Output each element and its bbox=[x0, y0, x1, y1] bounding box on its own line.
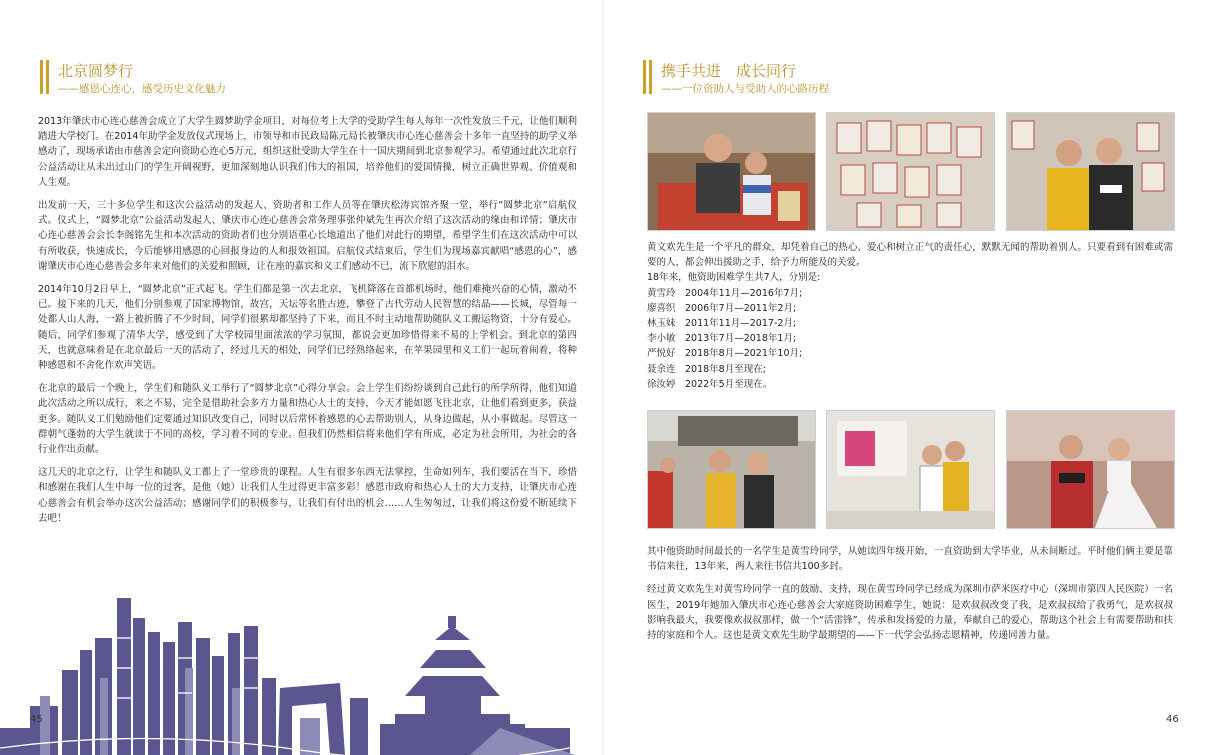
right-page bbox=[605, 0, 1209, 755]
right-article-body bbox=[647, 544, 1173, 651]
page-number: 46 bbox=[1166, 714, 1179, 725]
student-list-item: 李小敏 2013年7月—2018年1月; bbox=[647, 333, 797, 345]
photo-wall-of-certificates bbox=[826, 112, 995, 231]
left-section-title: 北京圆梦行 bbox=[58, 62, 134, 80]
student-list-item: 黄雪玲 2004年11月—2016年7月; bbox=[647, 287, 803, 299]
heading-accent-bar bbox=[643, 60, 646, 94]
photo-event-stage bbox=[826, 410, 995, 529]
student-list-item: 林玉妹 2011年11月—2017-2月; bbox=[647, 318, 797, 330]
article-paragraph: 2014年10月2日早上，“圆梦北京”正式起飞。学生们都是第一次去北京，飞机降落在首都机场时，他们难掩兴奋的心情，激动不已。接下来的几天，他们分别参观了国家博物馆，故宫，天坛等名胜古迹，攀登了古代劳动人民智慧的结晶——长城，尽管每一处都人山人海，一路上被折腾了不少时间，同学们很累却都坚持了下来，而且不时主动地帮助随队义工搬运物资，十分有爱心。随后，同学们参观了清华大学，感受到了大学校园里面浓浓的学习氛围，都说会更加珍惜得来不易的上学机会。到北京的第四天，也就意味着是在北京最后一天的活动了，经过几天的相处，同学们已经熟络起来，在苹果园里和义工们一起玩着闹着，将种种感恩和不舍化作欢声笑语。 bbox=[38, 284, 577, 372]
heading-accent-bar bbox=[40, 60, 43, 94]
page-number: 45 bbox=[30, 714, 43, 725]
photo-man-and-young-woman bbox=[1006, 112, 1175, 231]
right-section-title: 携手共进 成长同行 bbox=[661, 62, 797, 80]
beijing-skyline-illustration bbox=[0, 578, 580, 755]
student-list-item: 廖喜织 2006年7月—2011年2月; bbox=[647, 302, 797, 314]
heading-accent-bar bbox=[649, 60, 652, 94]
left-article-body bbox=[38, 114, 577, 534]
student-list-item: 聂余连 2018年8月至现在; bbox=[647, 363, 766, 375]
heading-accent-bar bbox=[46, 60, 49, 94]
photo-wedding bbox=[1006, 410, 1175, 529]
article-paragraph: 出发前一天，三十多位学生和这次公益活动的发起人、资助者和工作人员等在肇庆松涛宾馆齐聚一堂，举行“圆梦北京”启航仪式。仪式上，“圆梦北京”公益活动发起人、肇庆市心连心慈善会常务理事张仲斌先生再次介绍了这次活动的缘由和详情；肇庆市心连心慈善会会长李阁铭先生和本次活动的资助者们也分别语重心长地道出了他们对此行的期望，希望学生们在这次活动中可以有所收获，快速成长，今后能够用感恩的心回报身边的人和报效祖国。启航仪式结束后，学生们为现场嘉宾献唱“感恩的心”，感谢肇庆市心连心慈善会多年来对他们的关爱和照顾，让在座的嘉宾和义工们感动不已，流下欣慰的泪水。 bbox=[38, 200, 577, 272]
right-section-subtitle: ——一位资助人与受助人的心路历程 bbox=[661, 83, 829, 95]
student-list-item: 严悦好 2018年8月—2021年10月; bbox=[647, 348, 803, 360]
article-paragraph: 其中他资助时间最长的一名学生是黄雪玲同学，从她读四年级开始，一直资助到大学毕业，从未间断过。平时他们俩主要是靠书信来往，13年来，两人来往书信共100多封。 bbox=[647, 546, 1173, 573]
article-paragraph: 经过黄文欢先生对黄雪玲同学一直的鼓励、支持，现在黄雪玲同学已经成为深圳市萨米医疗中心（深圳市第四人民医院）一名医生，2019年她加入肇庆市心连心慈善会大家庭资助困难学生，她说：是欢叔叔改变了我，是欢叔叔给了我勇气，是欢叔叔影响我最大，我要像欢叔叔那样，做一个“活雷锋”，传承和发扬爱的力量，奉献自己的爱心，帮助这个社会上有需要帮助和扶持的家庭和个人。这也是黄文欢先生助学最期望的——下一代学会弘扬志愿精神，传递同善力量。 bbox=[647, 584, 1173, 642]
photo-man-and-girl-indoors bbox=[647, 112, 816, 231]
article-paragraph: 这几天的北京之行，让学生和随队义工都上了一堂珍贵的课程。人生有很多东西无法掌控，生命如列车，我们要活在当下，珍惜和感谢在我们人生中每一位的过客，是他（她）让我们人生过得更丰富多彩！感恩市政府和热心人士的大力支持，让肇庆市心连心慈善会有机会举办这次公益活动；感谢同学们的积极参与，让我们有付出的机会……人生匆匆过，让我们将这份爱不断延续下去吧！ bbox=[38, 467, 577, 524]
left-section-subtitle: ——感恩心连心，感受历史文化魅力 bbox=[58, 83, 226, 95]
article-paragraph: 2013年肇庆市心连心慈善会成立了大学生圆梦助学金项目，对每位考上大学的受助学生每人每年一次性发放三千元，让他们顺利踏进大学校门。在2014年助学金发放仪式现场上，市领导和市民政局陈元局长被肇庆市心连心慈善会十多年一直坚持的助学义举感动了，现场承诺由市慈善会定向资助心连心5万元，组织这批受助大学生在十一国庆期间到北京参观学习。希望通过此次北京行公益活动让从未出过山门的学生开阔视野，更加深刻地认识我们伟大的祖国，培养他们的爱国情操，树立正确世界观、价值观和人生观。 bbox=[38, 116, 577, 188]
student-list-item: 徐汝婷 2022年5月至现在。 bbox=[647, 378, 773, 390]
intro-paragraph: 黄文欢先生是一个平凡的群众，却凭着自己的热心、爱心和树立正气的责任心，默默无闻的帮助着别人。只要看到有困难或需要的人，都会伸出援助之手，给予力所能及的关爱。 bbox=[647, 242, 1173, 269]
right-intro-block bbox=[647, 240, 1173, 392]
photo-group-at-gate bbox=[647, 410, 816, 529]
article-paragraph: 在北京的最后一个晚上，学生们和随队义工举行了“圆梦北京”心得分享会。会上学生们纷纷谈到自己此行的所学所得，他们知道此次活动之所以成行，来之不易，完全是借助社会多方力量和热心人士的支持，今天才能如愿飞往北京，让他们看到更多，获益更多。随队义工们勉励他们定要通过知识改变自己，同时以后常怀着感恩的心去帮助别人，从身边做起，从小事做起。尽管这一群朝气蓬勃的大学生就读于不同的高校，学习着不同的专业。但我们仍然相信将来他们学有所成，必定为社会所用，为社会的各行业作出贡献。 bbox=[38, 383, 577, 456]
students-list-heading: 18年来，他资助困难学生共7人，分别是: bbox=[647, 272, 821, 284]
students-list bbox=[647, 286, 1173, 392]
